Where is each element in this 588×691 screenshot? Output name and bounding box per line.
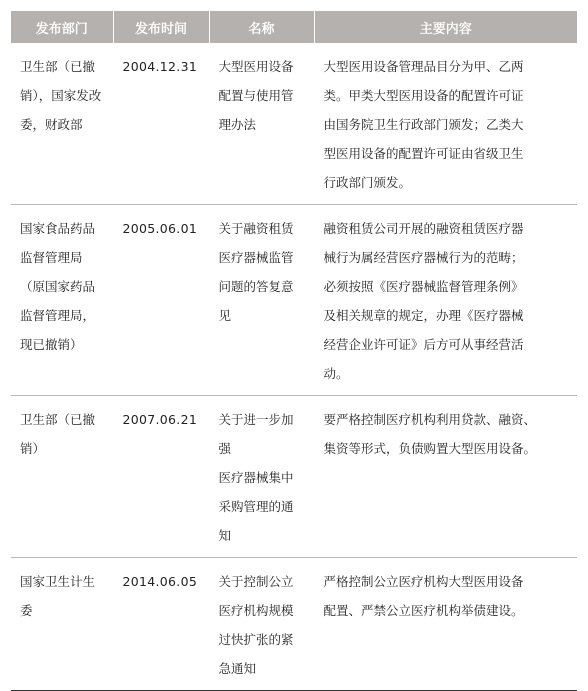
cell-name-line: 过快扩张的紧 [218, 632, 294, 647]
cell-dept-line: 销） [20, 441, 46, 456]
cell-dept-line: 监督管理局 [20, 250, 83, 265]
cell-content-line: 经营企业许可证》后方可从事经营活 [323, 337, 524, 352]
header-date: 发布时间 [113, 11, 209, 43]
cell-dept-line: 现已撤销） [20, 337, 83, 352]
cell-name-line: 关于进一步加 [218, 412, 294, 427]
cell-dept-line: 卫生部（已撤 [20, 59, 96, 74]
cell-content-line: 由国务院卫生行政部门颁发；乙类大 [323, 117, 524, 132]
cell-name-line: 急通知 [218, 661, 257, 676]
cell-dept-line: （原国家药品 [20, 279, 96, 294]
cell-content-line: 集资等形式，负债购置大型医用设备。 [323, 441, 537, 456]
cell-name-line: 医疗器械集中 [218, 470, 294, 485]
header-content: 主要内容 [314, 11, 577, 43]
cell-content-line: 类。甲类大型医用设备的配置许可证 [323, 88, 524, 103]
table-row [11, 205, 577, 396]
cell-content-line: 要严格控制医疗机构利用贷款、融资、 [323, 412, 537, 427]
table-header [11, 11, 577, 43]
cell-content-line: 械行为属经营医疗器械行为的范畴； [323, 250, 524, 265]
cell-content-line: 融资租赁公司开展的融资租赁医疗器 [323, 221, 524, 236]
cell-content [314, 558, 577, 691]
cell-dept-line: 监督管理局， [20, 308, 96, 323]
cell-content-line: 配置、严禁公立医疗机构举债建设。 [323, 603, 524, 618]
cell-dept [11, 396, 113, 558]
cell-content-line: 行政部门颁发。 [323, 175, 412, 190]
table-body [11, 43, 577, 691]
cell-content-line: 型医用设备的配置许可证由省级卫生 [323, 146, 524, 161]
cell-name-line: 配置与使用管 [218, 88, 294, 103]
cell-dept-line: 国家卫生计生 [20, 574, 96, 589]
cell-name-line: 强 [218, 441, 232, 456]
cell-content-line: 大型医用设备管理品目分为甲、乙两 [323, 59, 524, 74]
cell-name [209, 396, 314, 558]
header-name: 名称 [209, 11, 314, 43]
cell-dept-line: 委，财政部 [20, 117, 83, 132]
cell-dept-line: 委 [20, 603, 33, 618]
cell-content [314, 396, 577, 558]
cell-content-line: 动。 [323, 366, 349, 381]
cell-dept [11, 205, 113, 396]
cell-name-line: 采购管理的通 [218, 499, 294, 514]
cell-dept-line: 卫生部（已撤 [20, 412, 96, 427]
cell-content [314, 43, 577, 205]
cell-date: 2014.06.05 [113, 558, 209, 691]
cell-name-line: 关于融资租赁 [218, 221, 294, 236]
cell-name-line: 大型医用设备 [218, 59, 294, 74]
cell-content [314, 205, 577, 396]
cell-date: 2005.06.01 [113, 205, 209, 396]
cell-dept-line: 国家食品药品 [20, 221, 96, 236]
cell-dept-line: 销），国家发改 [20, 88, 102, 103]
cell-name-line: 见 [218, 308, 232, 323]
cell-name-line: 知 [218, 528, 232, 543]
cell-name-line: 医疗机构规模 [218, 603, 294, 618]
cell-name [209, 205, 314, 396]
cell-date: 2007.06.21 [113, 396, 209, 558]
cell-dept [11, 43, 113, 205]
table-row [11, 558, 577, 691]
header-dept: 发布部门 [11, 11, 113, 43]
policy-table-container [11, 11, 577, 691]
cell-name-line: 问题的答复意 [218, 279, 294, 294]
cell-content-line: 严格控制公立医疗机构大型医用设备 [323, 574, 524, 589]
cell-content-line: 及相关规章的规定，办理《医疗器械 [323, 308, 524, 323]
cell-date: 2004.12.31 [113, 43, 209, 205]
policy-table [11, 11, 577, 691]
cell-name [209, 558, 314, 691]
cell-name [209, 43, 314, 205]
cell-name-line: 医疗器械监管 [218, 250, 294, 265]
cell-dept [11, 558, 113, 691]
cell-name-line: 理办法 [218, 117, 257, 132]
header-row [11, 11, 577, 43]
table-row [11, 43, 577, 205]
cell-name-line: 关于控制公立 [218, 574, 294, 589]
cell-content-line: 必须按照《医疗器械监督管理条例》 [323, 279, 524, 294]
table-row [11, 396, 577, 558]
